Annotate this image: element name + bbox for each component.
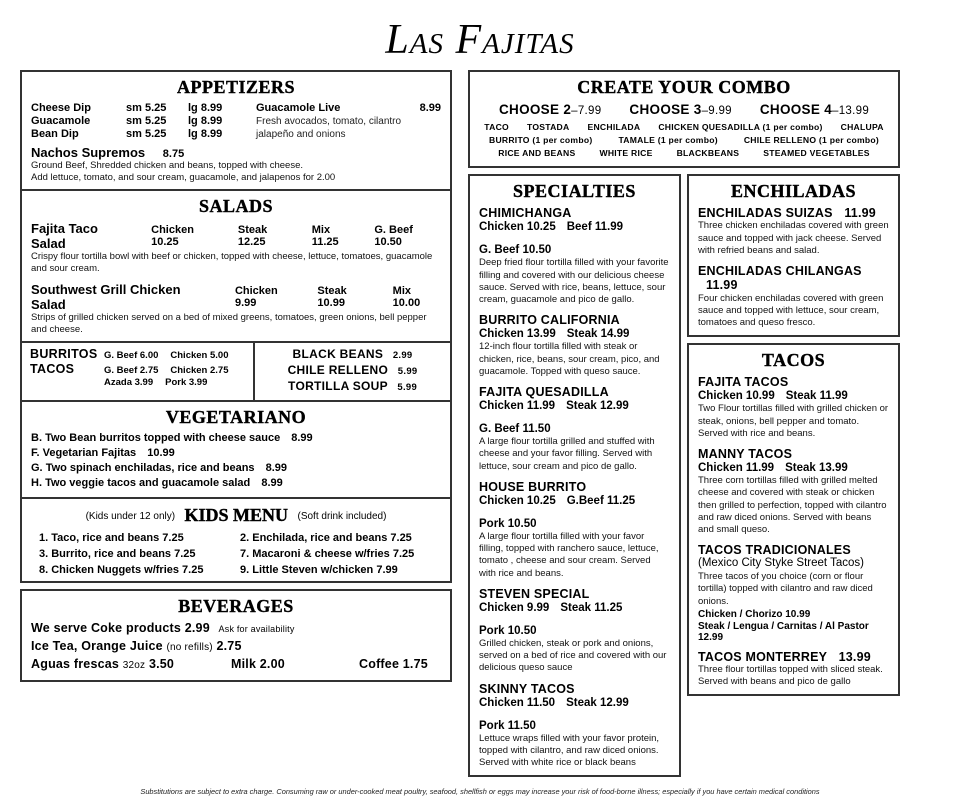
appetizer-name: Bean Dip (31, 128, 79, 140)
combo-option: BLACKBEANS (676, 148, 740, 158)
combo-options-row-1 (479, 122, 889, 132)
taco-price: Azada 3.99 (104, 376, 154, 388)
kids-drink-note: (Soft drink included) (297, 510, 387, 522)
specialties-box (468, 174, 681, 777)
vegetariano-price: 8.99 (291, 431, 313, 444)
combo-choice-dash: – (571, 105, 578, 117)
appetizer-small-price: sm 5.25 (126, 102, 167, 114)
vegetariano-letter: G. (31, 461, 43, 474)
enchilada-price: 11.99 (844, 206, 876, 220)
combo-option: TACO (484, 122, 509, 132)
combo-heading: CREATE YOUR COMBO (577, 77, 791, 97)
side-price: 5.99 (397, 381, 418, 393)
enchilada-item (698, 206, 889, 257)
specialty-price: G. Beef 10.50 (479, 244, 552, 257)
section-tacos (689, 345, 898, 694)
specialties-heading: SPECIALTIES (513, 181, 636, 201)
combo-options-row-2 (479, 135, 889, 145)
kids-age-note: (Kids under 12 only) (85, 510, 176, 522)
right-two-columns (468, 174, 900, 777)
side-item (263, 347, 442, 361)
taco-price: 13.99 (838, 649, 871, 664)
specialty-price: Steak 14.99 (566, 328, 630, 341)
taco-subtitle: (Mexico City Styke Street Tacos) (698, 557, 864, 570)
combo-option: BURRITO (1 per combo) (488, 135, 593, 145)
combo-option: CHICKEN QUESADILLA (1 per combo) (658, 122, 823, 132)
taco-price: G. Beef 2.75 (104, 364, 159, 376)
combo-option: TAMALE (1 per combo) (618, 135, 718, 145)
combo-options-row-3 (479, 148, 889, 158)
vegetariano-price: 8.99 (261, 476, 283, 489)
combo-choice-price: 13.99 (838, 105, 870, 117)
specialty-price: Chicken 10.25 (479, 495, 556, 508)
kids-item: 9. Little Steven w/chicken 7.99 (240, 563, 398, 576)
enchiladas-tacos-column (687, 174, 900, 696)
vegetariano-text: Two Bean burritos topped with cheese sauce (45, 431, 281, 444)
specialties-column (468, 174, 681, 777)
specialty-price: Steak 12.99 (566, 400, 629, 413)
enchilada-price: 11.99 (706, 278, 738, 293)
combo-choice-price: 7.99 (577, 105, 602, 117)
specialty-desc: A large flour tortilla filled with your favor filling, topped with ranchero sauce, lettuce, tomato , cheese and sour cream. Served with rice and beans. (479, 531, 659, 579)
section-kids-menu (22, 497, 450, 581)
appetizer-name: Guacamole (31, 115, 91, 127)
enchiladas-heading: ENCHILADAS (730, 181, 857, 201)
specialty-item (479, 385, 670, 473)
specialty-item (479, 682, 670, 770)
specialty-item (479, 313, 670, 378)
specialty-desc: Deep fried flour tortilla filled with your favorite filling and covered with our delicious cheese sauce. Served with rice, beans, lettuce, sour cream, guacamole and pico de gallo. (479, 257, 669, 305)
kids-item: 1. Taco, rice and beans 7.25 (39, 531, 184, 544)
tacos-row (30, 362, 245, 376)
combo-choice-label: CHOOSE 4 (759, 102, 833, 117)
beverage-coffee: Coffee 1.75 (359, 656, 428, 671)
specialty-price: Steak 12.99 (566, 696, 629, 709)
taco-price: Chicken 10.99 (698, 390, 775, 403)
appetizer-large-price: lg 8.99 (188, 128, 223, 140)
salad-price: Steak 12.25 (237, 224, 268, 249)
vegetariano-text: Two spinach enchiladas, rice and beans (45, 461, 255, 474)
specialty-price: Pork 10.50 (479, 518, 537, 531)
tacos-row-2 (104, 377, 245, 388)
guacamole-live-price: 8.99 (419, 102, 441, 114)
guacamole-live-desc-line1: Fresh avocados, tomato, cilantro (256, 116, 402, 127)
specialty-prices (479, 221, 670, 256)
guacamole-live-row (250, 102, 441, 114)
specialty-prices (479, 328, 670, 340)
combo-option: CHALUPA (840, 122, 884, 132)
side-name: BLACK BEANS (292, 346, 384, 361)
taco-price-line: Steak / Lengua / Carnitas / Al Pastor 12.99 (698, 620, 869, 643)
specialty-name: FAJITA QUESADILLA (479, 384, 609, 399)
combo-option: WHITE RICE (599, 148, 653, 158)
combo-choice-label: CHOOSE 3 (629, 102, 702, 117)
vegetariano-text: Vegetarian Fajitas (42, 446, 137, 459)
appetizer-small-price: sm 5.25 (126, 128, 167, 140)
left-main-box (20, 70, 452, 583)
salad-price: Mix 10.00 (392, 284, 421, 309)
side-name: CHILE RELLENO (287, 362, 389, 377)
specialty-prices (479, 495, 670, 530)
specialty-prices (479, 697, 670, 732)
salad-desc: Strips of grilled chicken served on a bed of mixed greens, tomatoes, green onions, bell pepper and cheese. (31, 311, 427, 335)
beverage-coke-line (31, 621, 441, 635)
beverages-box (20, 589, 452, 682)
specialty-prices (479, 602, 670, 637)
enchilada-desc: Four chicken enchiladas covered with green sauce and topped with lettuce, sour cream, tomatoes and queso fresco. (698, 292, 884, 328)
taco-desc: Three tacos of you choice (corn or flour tortilla) topped with cilantro and raw diced onions. (698, 571, 873, 607)
beverage-aguas-price: 3.50 (148, 656, 175, 671)
side-price: 2.99 (392, 349, 413, 361)
specialty-name: CHIMICHANGA (479, 206, 572, 220)
taco-desc: Three flour tortillas topped with sliced steak. Served with beans and pico de gallo (698, 664, 883, 688)
appetizer-large-price: lg 8.99 (188, 102, 223, 114)
enchilada-name: ENCHILADAS CHILANGAS (698, 263, 862, 278)
enchiladas-box (687, 174, 900, 337)
tacos-heading: TACOS (761, 350, 826, 371)
combo-choice-dash: – (832, 105, 839, 117)
specialty-price: Chicken 9.99 (479, 602, 550, 615)
enchilada-item (698, 264, 889, 329)
kids-menu-heading-row (31, 505, 441, 526)
taco-price: Chicken 11.99 (698, 462, 775, 475)
appetizers-grid (31, 102, 441, 140)
salad-price: Mix 11.25 (311, 224, 339, 249)
side-item (263, 363, 442, 377)
side-price: 5.99 (397, 365, 418, 377)
salad-name: Southwest Grill Chicken Salad (31, 281, 181, 312)
kids-item: 7. Macaroni & cheese w/fries 7.25 (240, 547, 415, 560)
section-beverages (22, 591, 450, 680)
enchilada-name-row (698, 206, 889, 220)
specialty-price: Pork 10.50 (479, 625, 537, 638)
combo-choice (499, 102, 601, 117)
taco-price: Chicken 2.75 (170, 364, 229, 376)
taco-name: TACOS TRADICIONALES (698, 543, 851, 558)
specialty-price: Chicken 10.25 (479, 221, 556, 234)
combo-choice-dash: – (701, 105, 709, 117)
salads-heading: SALADS (198, 196, 274, 217)
combo-choice-price: 9.99 (708, 105, 732, 117)
appetizers-heading: APPETIZERS (176, 77, 296, 97)
beverage-misc-line (31, 657, 441, 671)
enchilada-desc: Three chicken enchiladas covered with green sauce and topped with jack cheese. Served with refried beans and salad. (698, 220, 889, 256)
section-quick-prices (22, 341, 450, 400)
beverage-tea-price: 2.75 (216, 638, 242, 653)
taco-name-row (698, 650, 889, 664)
vegetariano-item (31, 462, 441, 474)
combo-choice-label: CHOOSE 2 (498, 102, 572, 117)
vegetariano-item (31, 432, 441, 444)
specialty-price: Chicken 13.99 (479, 328, 556, 341)
taco-item (698, 650, 889, 689)
burritos-row (30, 347, 245, 361)
footer-disclaimer: Substitutions are subject to extra charge. Consuming raw or under-cooked meat poultry, seafood, shellfish or eggs may increase your risk of food-borne illness; especially if you have certain medical conditions (140, 787, 820, 796)
side-item (263, 379, 442, 393)
taco-name: FAJITA TACOS (698, 375, 789, 390)
specialty-desc: A large flour tortilla grilled and stuffed with cheese and your favor filling. Served with lettuce, sour cream and pico de gallo. (479, 436, 655, 472)
vegetariano-heading: VEGETARIANO (165, 406, 307, 427)
right-column (468, 70, 900, 777)
burrito-price: Chicken 5.00 (170, 349, 229, 361)
specialty-price: Beef 11.99 (566, 221, 623, 234)
taco-desc: Three corn tortillas filled with grilled melted cheese and covered with steak or chicken then grilled to perfection, topped with cilantro and raw diced onions. Served with beans and small queso. (698, 475, 887, 535)
combo-choice (629, 102, 731, 117)
kids-menu-heading: KIDS MENU (184, 504, 289, 525)
taco-item (698, 375, 889, 440)
page-title: Las Fajitas (385, 17, 575, 63)
kids-item: 2. Enchilada, rice and beans 7.25 (240, 531, 412, 544)
enchilada-name-row (698, 264, 889, 293)
section-create-your-combo (470, 72, 898, 166)
specialty-prices (479, 400, 670, 435)
salad-price: Chicken 10.25 (151, 224, 194, 249)
specialty-desc: Lettuce wraps filled with your favor protein, topped with cilantro, and raw diced onions. Served with white rice or black beans (479, 732, 660, 769)
combo-box (468, 70, 900, 168)
section-salads (22, 189, 450, 341)
nachos-desc-line2: Add lettuce, tomato, and sour cream, guacamole, and jalapenos for 2.00 (31, 172, 336, 184)
combo-option: STEAMED VEGETABLES (763, 148, 870, 158)
vegetariano-letter: F. (31, 446, 40, 459)
vegetariano-text: Two veggie tacos and guacamole salad (45, 476, 251, 489)
salad-item (31, 282, 441, 336)
kids-item: 3. Burrito, rice and beans 7.25 (39, 547, 196, 560)
vegetariano-price: 10.99 (147, 446, 175, 459)
salad-price: Chicken 9.99 (234, 284, 278, 309)
taco-item (698, 543, 889, 643)
beverage-aguas-name: Aguas frescas (31, 656, 120, 671)
beverage-aguas-size: 32oz (122, 659, 146, 671)
appetizer-large-price: lg 8.99 (188, 115, 223, 127)
section-appetizers (22, 72, 450, 189)
beverages-heading: BEVERAGES (178, 595, 294, 616)
taco-name: MANNY TACOS (698, 446, 793, 461)
salad-desc: Crispy flour tortilla bowl with beef or chicken, topped with cheese, lettuce, tomatoes, guacamole and sour cream. (31, 251, 433, 275)
tacos-label: TACOS (30, 361, 75, 376)
taco-item (698, 447, 889, 536)
salad-name: Fajita Taco Salad (31, 221, 98, 252)
specialty-item (479, 206, 670, 306)
combo-choices-row (479, 102, 889, 117)
combo-option: TOSTADA (526, 122, 570, 132)
specialty-price: Chicken 11.50 (479, 696, 556, 709)
taco-price: Pork 3.99 (165, 376, 208, 388)
nachos-desc-line1: Ground Beef, Shredded chicken and beans, topped with cheese. (31, 160, 303, 171)
menu-body (0, 70, 960, 777)
section-vegetariano (22, 400, 450, 497)
specialty-item (479, 587, 670, 675)
specialty-price: Pork 11.50 (479, 719, 536, 732)
specialty-name: HOUSE BURRITO (479, 479, 587, 494)
burritos-label: BURRITOS (30, 346, 98, 361)
nachos-supremos-row (31, 145, 441, 160)
beverage-coke-main: We serve Coke products 2.99 (31, 620, 210, 635)
beverage-aguas (31, 657, 231, 671)
vegetariano-letter: B. (31, 431, 42, 444)
taco-prices (698, 390, 889, 402)
nachos-supremos-price: 8.75 (162, 148, 185, 160)
burrito-price: G. Beef 6.00 (104, 349, 159, 361)
kids-item: 8. Chicken Nuggets w/fries 7.25 (39, 563, 204, 576)
left-column (20, 70, 452, 682)
guacamole-live-name: Guacamole Live (256, 102, 341, 114)
beverage-coke-note: Ask for availability (218, 623, 295, 634)
enchilada-name: ENCHILADAS SUIZAS (698, 206, 833, 220)
nachos-supremos-name: Nachos Supremos (31, 145, 146, 160)
taco-name: TACOS MONTERREY (698, 649, 827, 664)
side-name: TORTILLA SOUP (288, 378, 388, 393)
combo-choice (760, 102, 869, 117)
specialty-desc: 12-inch flour tortilla filled with steak or chicken, rice, beans, sour cream, pico, and guacamole. Topped with queso sauce. (479, 341, 660, 377)
specialty-name: BURRITO CALIFORNIA (479, 313, 620, 327)
salad-price: Steak 10.99 (317, 284, 347, 309)
taco-price-line: Chicken / Chorizo 10.99 (698, 608, 811, 620)
specialty-name: STEVEN SPECIAL (479, 586, 590, 601)
taco-desc: Two Flour tortillas filled with grilled chicken or steak, onions, bell pepper and tomato. Served with rice and beans. (698, 403, 889, 439)
beverage-milk: Milk 2.00 (231, 656, 285, 671)
vegetariano-item (31, 477, 441, 489)
beverage-tea-line (31, 639, 441, 653)
specialty-item (479, 480, 670, 580)
combo-option: ENCHILADA (587, 122, 641, 132)
salad-price: G. Beef 10.50 (374, 224, 413, 249)
kids-items-grid (31, 532, 441, 576)
appetizer-name: Cheese Dip (31, 102, 91, 114)
section-enchiladas (689, 176, 898, 335)
section-specialties (470, 176, 679, 775)
vegetariano-letter: H. (31, 476, 42, 489)
combo-option: CHILE RELLENO (1 per combo) (743, 135, 879, 145)
taco-price: Steak 11.99 (785, 390, 848, 403)
quick-prices-left (22, 343, 253, 400)
appetizer-small-price: sm 5.25 (126, 115, 167, 127)
combo-option: RICE AND BEANS (498, 148, 576, 158)
specialty-price: Steak 11.25 (560, 602, 623, 615)
taco-price: Steak 13.99 (785, 462, 848, 475)
specialty-price: Chicken 11.99 (479, 400, 556, 413)
specialty-name: SKINNY TACOS (479, 681, 575, 696)
beverage-tea-note: (no refills) (166, 641, 213, 653)
vegetariano-item (31, 447, 441, 459)
guacamole-live-desc-line2: jalapeño and onions (256, 129, 346, 140)
specialty-price: G.Beef 11.25 (566, 495, 636, 508)
taco-prices (698, 462, 889, 474)
tacos-box (687, 343, 900, 696)
salad-item (31, 221, 441, 275)
specialty-desc: Grilled chicken, steak or pork and onions, served on a bed of rice and covered with our delicious queso sauce (479, 638, 667, 674)
quick-prices-right (253, 343, 450, 400)
beverage-tea-name: Ice Tea, Orange Juice (31, 638, 163, 653)
specialty-price: G. Beef 11.50 (479, 423, 551, 436)
vegetariano-price: 8.99 (265, 461, 288, 474)
